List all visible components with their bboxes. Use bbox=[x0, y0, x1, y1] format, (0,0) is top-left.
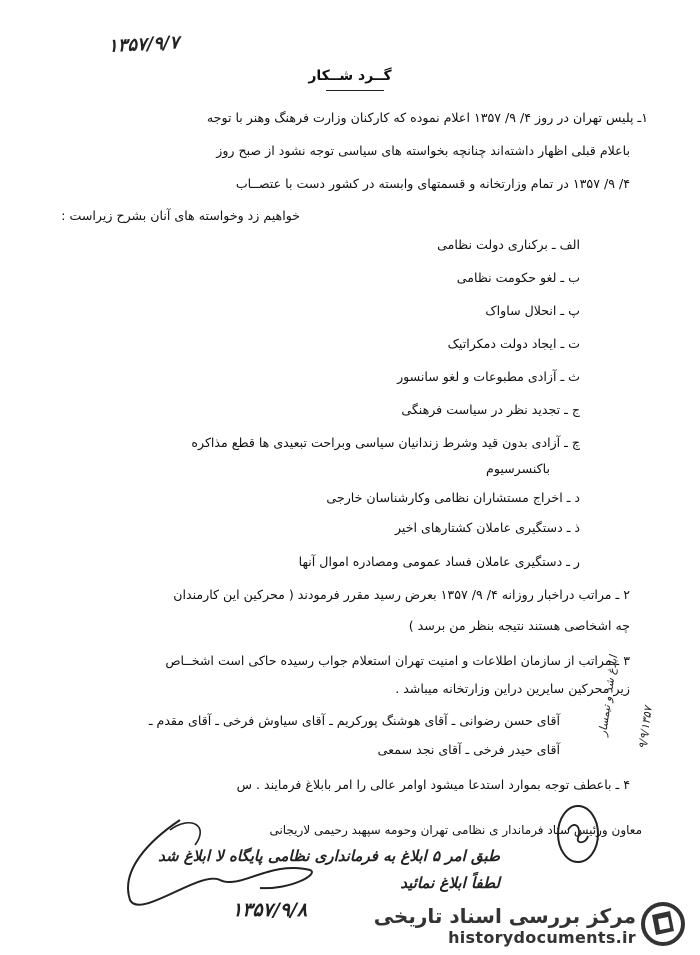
list-item: چ ـ آزادی بدون قید وشرط زندانیان سیاسی وبراحت تبعیدی ها قطع مذاکره bbox=[191, 435, 580, 450]
list-item: پ ـ انحلال ساواک bbox=[485, 303, 580, 318]
watermark bbox=[374, 904, 686, 947]
body-line: ۴/ ۹/ ۱۳۵۷ در تمام وزارتخانه و قسمتهای وابسته در کشور دست با عتصــاب bbox=[235, 176, 630, 191]
body-line: ۴ ـ باعطف توجه بموارد استدعا میشود اوامر عالی را امر بابلاغ فرمایند . س bbox=[236, 777, 630, 792]
list-item: ب ـ لغو حکومت نظامی bbox=[456, 270, 580, 285]
document-title: گــرد شــکار bbox=[308, 68, 392, 84]
signature-line: معاون ورئیس ستاد فرماندار ی نظامی تهران وحومه سپهبد رحیمی لاریجانی bbox=[269, 823, 642, 837]
watermark-url: historydocuments.ir bbox=[448, 928, 636, 947]
list-item: الف ـ برکناری دولت نظامی bbox=[437, 237, 580, 252]
margin-note: ابلاغ شد و تیمسار bbox=[596, 654, 621, 737]
watermark-fa: مرکز بررسی اسناد تاریخی bbox=[373, 904, 636, 928]
body-line: زیر محرکین سایرین دراین وزارتخانه میباشد . bbox=[395, 681, 630, 696]
body-line: چه اشخاصی هستند نتیجه بنظر من برسد ) bbox=[408, 618, 630, 633]
list-item: ت ـ ایجاد دولت دمکراتیک bbox=[447, 336, 580, 351]
list-item: ذ ـ دستگیری عاملان کشتارهای اخیر bbox=[394, 520, 580, 535]
handwritten-date: ۱۳۵۷/۹/۸ bbox=[232, 899, 308, 921]
handwritten-note: لطفاً ابلاغ نمائید bbox=[400, 874, 500, 892]
title-underline bbox=[326, 90, 384, 91]
list-item: ر ـ دستگیری عاملان فساد عمومی ومصادره اموال آنها bbox=[298, 554, 580, 569]
body-line: باعلام قبلی اظهار داشته‌اند چنانچه بخواسته های سیاسی توجه نشود از صبح روز bbox=[216, 143, 630, 158]
handwritten-note: طبق امر ۵ ابلاغ به فرمانداری نظامی پایگاه لا ابلاغ شد bbox=[158, 847, 500, 865]
margin-note: ۹/۹/۱۳۵۷ bbox=[636, 705, 655, 750]
list-item: د ـ اخراج مستشاران نظامی وکارشناسان خارجی bbox=[326, 490, 580, 505]
body-line: آقای حسن رضوانی ـ آقای هوشنگ پورکریم ـ آقای سیاوش فرخی ـ آقای مقدم ـ bbox=[148, 713, 560, 728]
body-line: ۲ ـ مراتب دراخبار روزانه ۴/ ۹/ ۱۳۵۷ بعرض رسید مقرر فرمودند ( محرکین این کارمندان bbox=[173, 587, 630, 602]
watermark-logo-icon bbox=[640, 901, 686, 947]
body-line: ۳ ـ مراتب از سازمان اطلاعات و امنیت تهران استعلام جواب رسیده حاکی است اشخــاص bbox=[165, 653, 630, 668]
list-item: ج ـ تجدید نظر در سیاست فرهنگی bbox=[401, 402, 580, 417]
body-line: آقای حیدر فرخی ـ آقای نجد سمعی bbox=[377, 742, 560, 757]
body-line: ۱ـ پلیس تهران در روز ۴/ ۹/ ۱۳۵۷ اعلام نموده که کارکنان وزارت فرهنگ وهنر با توجه bbox=[206, 110, 648, 125]
body-line: خواهیم زد وخواسته های آنان بشرح زیراست : bbox=[61, 208, 300, 223]
circle-stamp bbox=[550, 800, 610, 870]
list-item: ث ـ آزادی مطبوعات و لغو سانسور bbox=[397, 369, 580, 384]
document-date: ۱۳۵۷/۹/۷ bbox=[107, 32, 180, 57]
list-item: باکنسرسیوم bbox=[486, 461, 550, 476]
